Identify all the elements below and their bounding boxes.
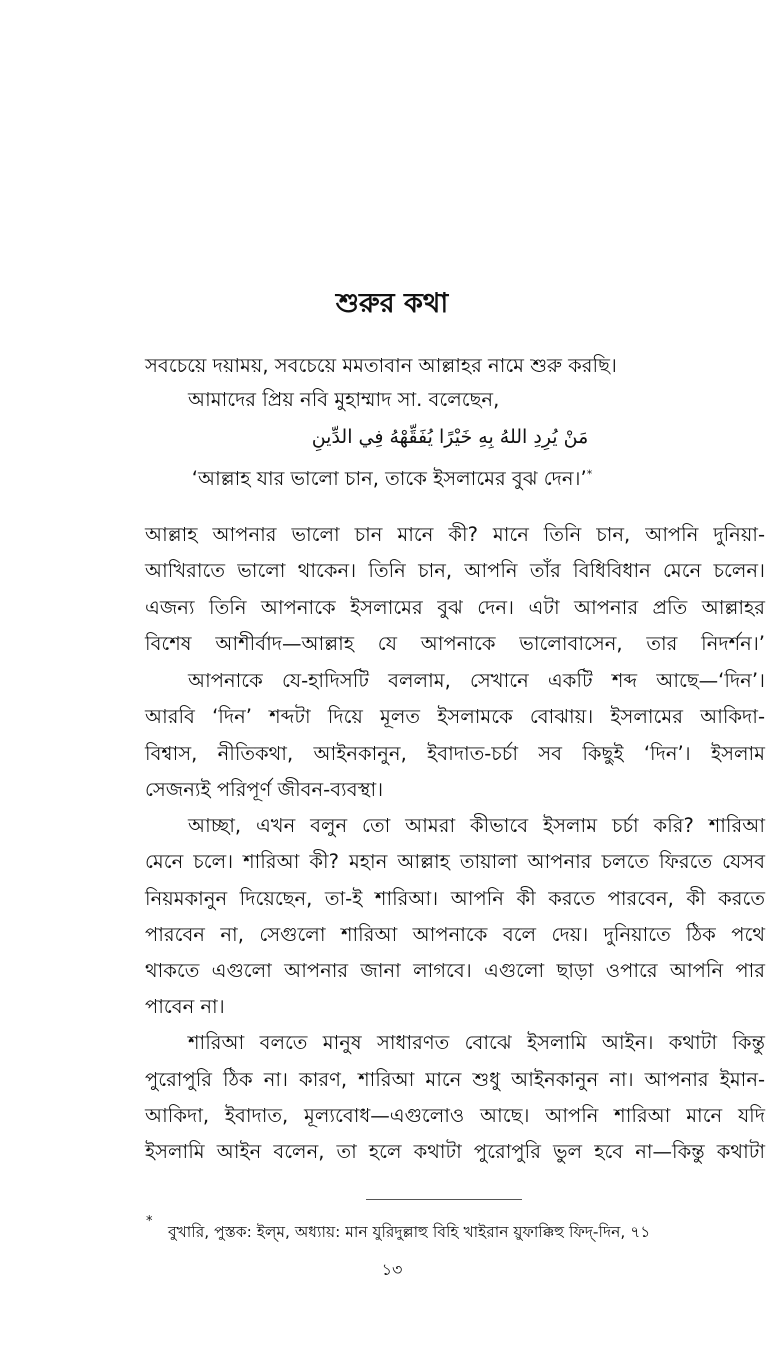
paragraph-line: আখিরাতে ভালো থাকেন। তিনি চান, আপনি তাঁর বিধিবিধান মেনে চলেন।	[145, 559, 765, 582]
paragraph-line: পুরোপুরি ঠিক না। কারণ, শারিআ মানে শুধু আইনকানুন না। আপনার ইমান-	[145, 1068, 765, 1091]
paragraph-line: আকিদা, ইবাদাত, মূল্যবোধ—এগুলোও আছে। আপনি শারিআ মানে যদি	[145, 1104, 765, 1127]
chapter-title: শুরুর কথা	[335, 288, 449, 319]
page-number: ১৩	[381, 1260, 403, 1279]
hadith-translation	[0, 465, 784, 497]
paragraph-line: শারিআ বলতে মানুষ সাধারণত বোঝে ইসলামি আইন। কথাটা কিন্তু	[188, 1031, 765, 1054]
footnote-text: বুখারি, পুস্তক: ইল্‌ম, অধ্যায়: মান যুরিদুল্লাহু বিহি খাইরান য়ুফাক্কিহু ফিদ্-দিন, ৭১	[168, 1223, 651, 1241]
paragraph-line: নিয়মকানুন দিয়েছেন, তা-ই শারিআ। আপনি কী করতে পারবেন, কী করতে	[145, 887, 765, 910]
paragraph-line: পারবেন না, সেগুলো শারিআ আপনাকে বলে দেয়। দুনিয়াতে ঠিক পথে	[145, 923, 765, 946]
paragraph-line: মেনে চলে। শারিআ কী? মহান আল্লাহ তায়ালা আপনার চলতে ফিরতে যেসব	[145, 850, 765, 873]
paragraph-line: বিশ্বাস, নীতিকথা, আইনকানুন, ইবাদাত-চর্চা সব কিছুই ‘দিন’। ইসলাম	[145, 742, 765, 765]
paragraph-line: আপনাকে যে-হাদিসটি বললাম, সেখানে একটি শব্দ আছে—‘দিন’।	[188, 669, 765, 692]
footnote-divider	[366, 1199, 522, 1200]
paragraph-line: আচ্ছা, এখন বলুন তো আমরা কীভাবে ইসলাম চর্চা করি? শারিআ	[188, 814, 765, 837]
hadith-intro: আমাদের প্রিয় নবি মুহাম্মাদ সা. বলেছেন,	[188, 388, 500, 411]
paragraph-line: এজন্য তিনি আপনাকে ইসলামের বুঝ দেন। এটা আপনার প্রতি আল্লাহর	[145, 596, 765, 619]
paragraph-line: থাকতে এগুলো আপনার জানা লাগবে। এগুলো ছাড়া ওপারে আপনি পার	[145, 959, 765, 982]
arabic-hadith: مَنْ يُرِدِ اللهُ بِهِ خَيْرًا يُفَقِّهْهُ فِي الدِّينِ	[311, 426, 589, 448]
paragraph-line: সেজন্যই পরিপূর্ণ জীবন-ব্যবস্থা।	[145, 778, 384, 801]
paragraph-line: আল্লাহ আপনার ভালো চান মানে কী? মানে তিনি চান, আপনি দুনিয়া-	[145, 523, 765, 546]
paragraph-line: বিশেষ আশীর্বাদ—আল্লাহ যে আপনাকে ভালোবাসেন, তার নিদর্শন।’	[145, 632, 765, 655]
opening-invocation: সবচেয়ে দয়াময়, সবচেয়ে মমতাবান আল্লাহর নামে শুরু করছি।	[145, 354, 617, 377]
translation-text: ‘আল্লাহ যার ভালো চান, তাকে ইসলামের বুঝ দেন।’	[191, 467, 587, 490]
paragraph-line: আরবি ‘দিন’ শব্দটা দিয়ে মূলত ইসলামকে বোঝায়। ইসলামের আকিদা-	[145, 705, 765, 728]
paragraph-line: পাবেন না।	[145, 995, 225, 1018]
paragraph-line: ইসলামি আইন বলেন, তা হলে কথাটা পুরোপুরি ভুল হবে না—কিন্তু কথাটা	[145, 1140, 765, 1163]
footnote-reference: *	[586, 467, 593, 481]
footnote-marker: *	[146, 1214, 153, 1229]
